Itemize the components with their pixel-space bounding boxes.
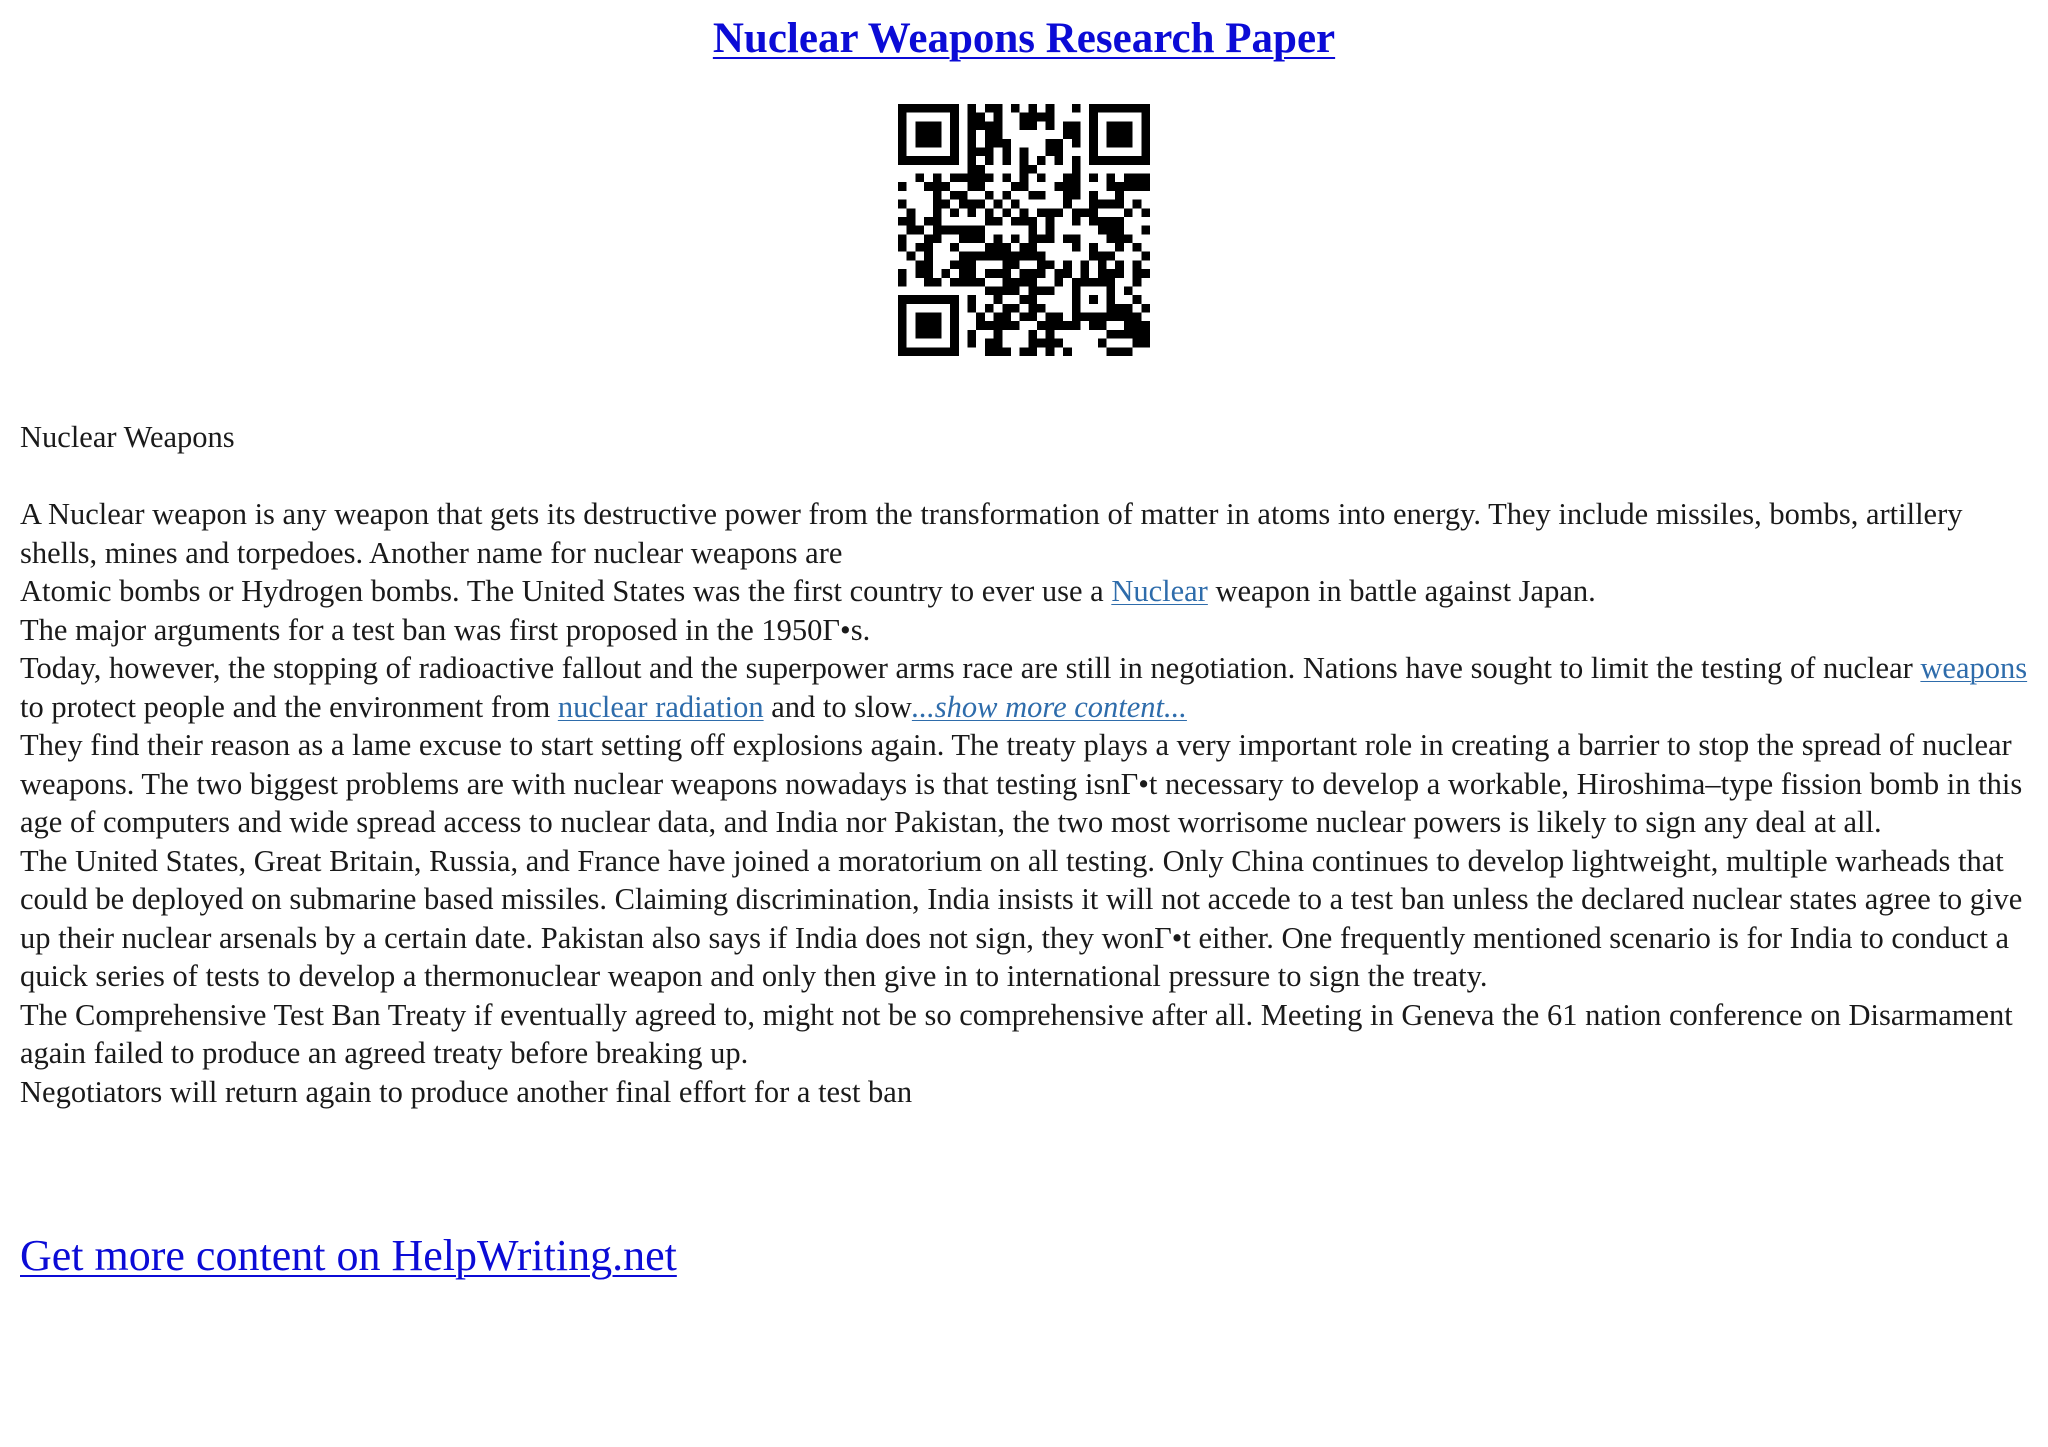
- negotiators-paragraph: Negotiators will return again to produce another final effort for a test ban: [20, 1074, 913, 1109]
- today-text-pre: Today, however, the stopping of radioactive fallout and the superpower arms race are still in negotiation. Nations have sought to limit the testing of nuclear: [20, 651, 1921, 685]
- nuclear-radiation-link[interactable]: nuclear radiation: [557, 689, 764, 724]
- test-ban-paragraph: The major arguments for a test ban was first proposed in the 1950Γ•s.: [20, 612, 871, 647]
- qr-code-icon: [898, 104, 1150, 356]
- page-title-link[interactable]: Nuclear Weapons Research Paper: [712, 15, 1336, 62]
- article-body: [20, 418, 2030, 1111]
- moratorium-paragraph: The United States, Great Britain, Russia, and France have joined a moratorium on all testing. Only China continues to develop lightweight, multiple warheads that could be deployed on submarine based missiles. Claiming discrimination, India insists it will not accede to a test ban unless the declared nuclear states agree to give up their nuclear arsenals by a certain date. Pakistan also says if India does not sign, they wonΓ•t either. One frequently mentioned scenario is for India to conduct a quick series of tests to develop a thermonuclear weapon and only then give in to international pressure to sign the treaty.: [20, 843, 2023, 993]
- first-use-text-post: weapon in battle against Japan.: [1207, 574, 1596, 608]
- nuclear-link[interactable]: Nuclear: [1111, 574, 1208, 608]
- intro-paragraph: [20, 495, 2030, 572]
- today-paragraph: [20, 649, 2030, 726]
- title-container: [0, 14, 2048, 63]
- today-text-post: and to slow: [763, 689, 912, 724]
- first-use-text-pre: Atomic bombs or Hydrogen bombs. The United States was the first country to ever use a: [20, 574, 1112, 608]
- reason-paragraph: They find their reason as a lame excuse to start setting off explosions again. The treaty plays a very important role in creating a barrier to stop the spread of nuclear weapons. The two biggest problems are with nuclear weapons nowadays is that testing isnΓ•t necessary to develop a workable, Hiroshima–type fission bomb in this age of computers and wide spread access to nuclear data, and India nor Pakistan, the two most worrisome nuclear powers is likely to sign any deal at all.: [20, 728, 2023, 839]
- today-text-mid: to protect people and the environment from: [20, 689, 558, 724]
- ctbt-paragraph: The Comprehensive Test Ban Treaty if eventually agreed to, might not be so comprehensive after all. Meeting in Geneva the 61 nation conference on Disarmament again failed to produce an agreed treaty before breaking up.: [20, 997, 2013, 1070]
- intro-text: A Nuclear weapon is any weapon that gets its destructive power from the transformation of matter in atoms into energy. They include missiles, bombs, artillery shells, mines and torpedoes. Another name for nuclear weapons are: [20, 497, 1963, 570]
- qr-code-graphic: [898, 104, 1150, 356]
- section-heading: Nuclear Weapons: [20, 420, 235, 454]
- weapons-link[interactable]: weapons: [1920, 651, 2028, 685]
- get-more-content-link[interactable]: Get more content on HelpWriting.net: [20, 1231, 677, 1280]
- first-use-paragraph: [20, 572, 2030, 611]
- show-more-link[interactable]: ...show more content...: [911, 689, 1187, 724]
